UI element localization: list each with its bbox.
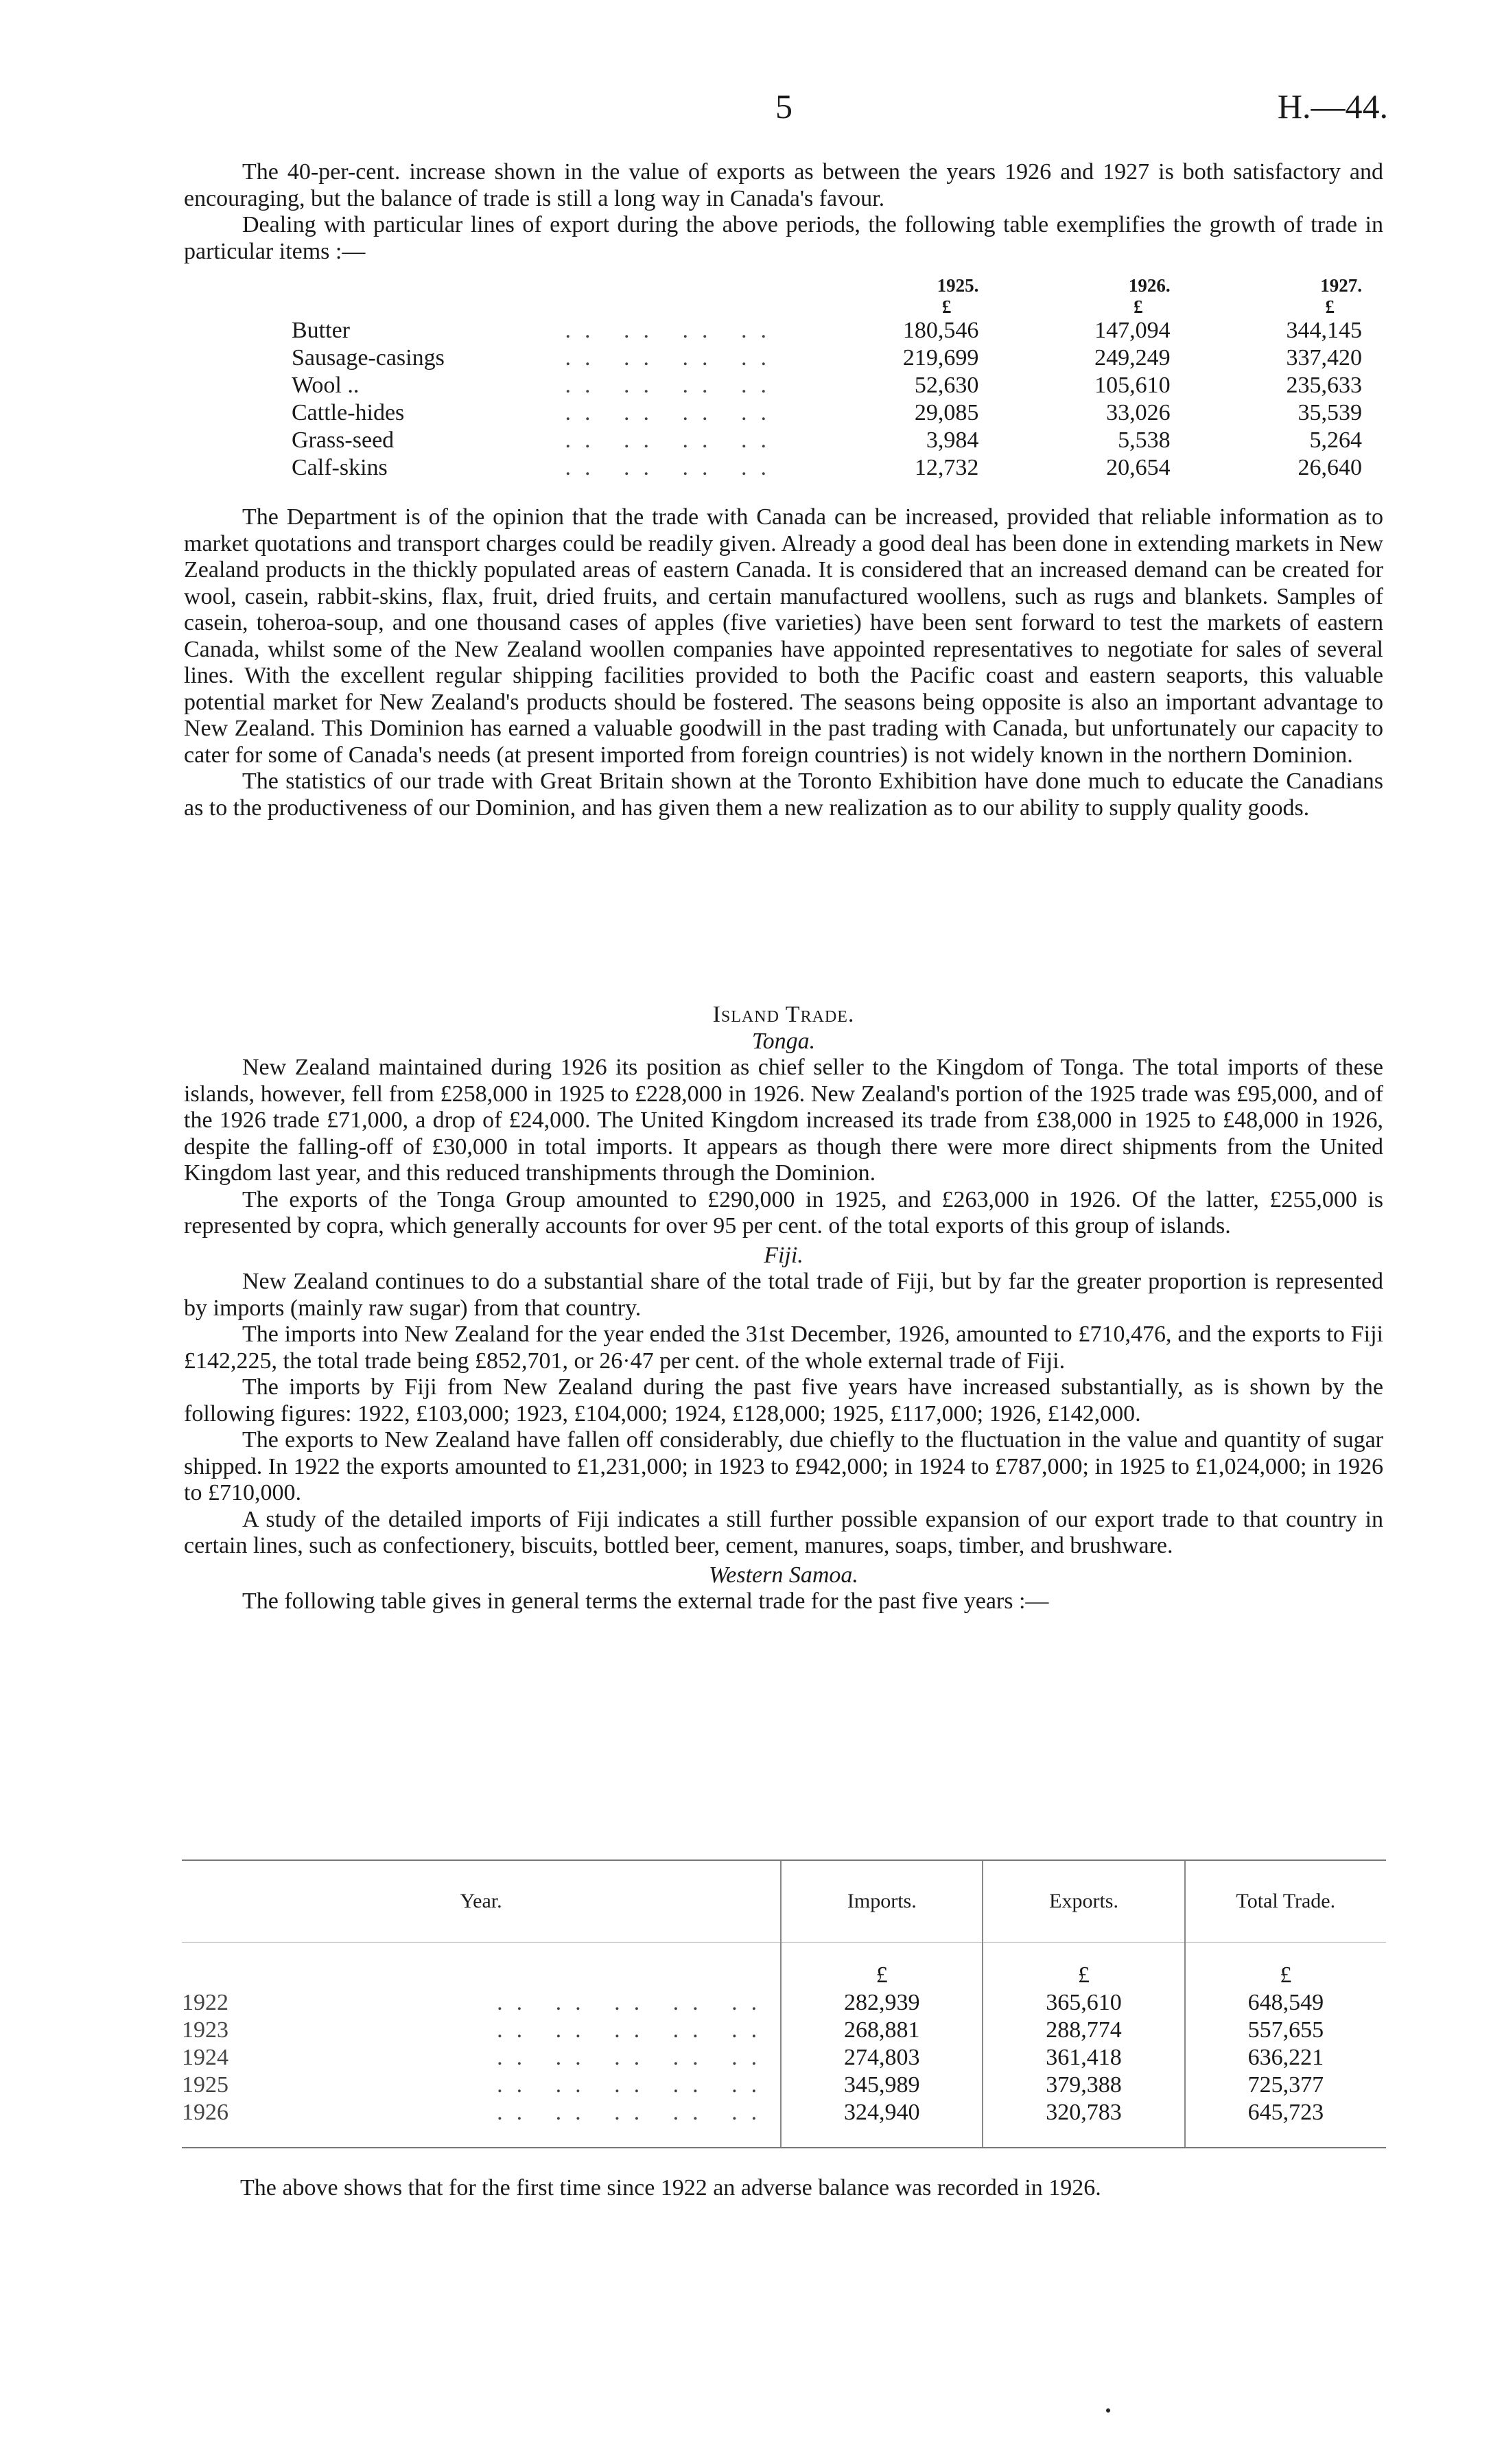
column-header: Imports.: [781, 1861, 983, 1943]
column-header: 1927.: [1320, 275, 1362, 296]
column-header: Year.: [182, 1861, 781, 1943]
currency-symbol: £: [941, 296, 952, 317]
table-row: Grass-seed .. .. .. .. 3,984 5,538 5,264: [292, 427, 1362, 453]
table-row: 1924 .. .. .. .. .. 274,803 361,418 636,221: [182, 2044, 1386, 2072]
ink-speck: [1106, 2408, 1110, 2413]
canada-text: [184, 504, 1383, 821]
table-row: 1922 .. .. .. .. .. 282,939 365,610 648,549: [182, 1989, 1386, 2017]
column-header: 1925.: [937, 275, 979, 296]
paragraph: The 40-per-cent. increase shown in the value of exports as between the years 1926 and 1927 is both satisfactory and encouraging, but the balance of trade is still a long way in Canada's favour.: [184, 159, 1383, 211]
column-header: Exports.: [983, 1861, 1184, 1943]
table-header-row: [182, 1861, 1386, 1943]
table-row: Calf-skins .. .. .. .. 12,732 20,654 26,640: [292, 455, 1362, 480]
page-number: 5: [775, 87, 793, 126]
paragraph: The exports to New Zealand have fallen off considerably, due chiefly to the fluctuation in the value and quantity of sugar shipped. In 1922 the exports amounted to £1,231,000; in 1923 to £942,000; in 1924 to £787,000; in 1925 to £1,024,000; in 1926 to £710,000.: [184, 1427, 1383, 1505]
paragraph: The statistics of our trade with Great Britain shown at the Toronto Exhibition have done much to educate the Canadians as to the productiveness of our Dominion, and has given them a new realization as to our ability to supply quality goods.: [184, 768, 1383, 821]
currency-row: [292, 296, 1362, 317]
paragraph: The imports by Fiji from New Zealand during the past five years have increased substantially, as is shown by the following figures: 1922, £103,000; 1923, £104,000; 1924, £128,000; 1925, £117,000; 1926, £142,000.: [184, 1374, 1383, 1427]
exports-table: [292, 274, 1362, 482]
table-header-row: [292, 274, 1362, 296]
table-row: Wool .. .. .. .. .. 52,630 105,610 235,633: [292, 373, 1362, 398]
table-bottom-rule: [182, 2147, 1386, 2148]
island-trade-section: [184, 1002, 1383, 1615]
table-row: 1923 .. .. .. .. .. 268,881 288,774 557,655: [182, 2017, 1386, 2044]
subsection-heading: Fiji.: [764, 1242, 803, 1268]
table-row: 1926 .. .. .. .. .. 324,940 320,783 645,723: [182, 2099, 1386, 2147]
paragraph: A study of the detailed imports of Fiji indicates a still further possible expansion of our export trade to that country in certain lines, such as confectionery, biscuits, bottled beer, cement, manures, soaps, timber, and brushware.: [184, 1506, 1383, 1558]
paragraph: The following table gives in general terms the external trade for the past five years :—: [242, 1588, 1049, 1614]
paragraph: The exports of the Tonga Group amounted to £290,000 in 1925, and £263,000 in 1926. Of the latter, £255,000 is represented by copra, which generally accounts for over 95 per cent. of the total exports of this group of islands.: [184, 1186, 1383, 1239]
subsection-heading: Western Samoa.: [709, 1562, 858, 1588]
paragraph: The Department is of the opinion that the trade with Canada can be increased, provided that reliable information as to market quotations and transport charges could be readily given. Already a good deal has been done in extending markets in New Zealand products in the thickly populated areas of eastern Canada. It is considered that an increased demand can be created for wool, casein, rabbit-skins, flax, fruit, dried fruits, and certain manufactured woollens, such as rugs and blankets. Samples of casein, toheroa-soup, and one thousand cases of apples (five varieties) have been sent forward to test the markets of eastern Canada, whilst some of the New Zealand woollen companies have appointed representatives to negotiate for sales of several lines. With the excellent regular shipping facilities provided to both the Pacific coast and eastern seaports, this valuable potential market for New Zealand's products should be fostered. The seasons being opposite is also an important advantage to New Zealand. This Dominion has earned a valuable goodwill in the past trading with Canada, but unfortunately our capacity to cater for some of Canada's needs (at present imported from foreign countries) is not widely known in the northern Dominion.: [184, 504, 1383, 768]
intro-text: [184, 159, 1383, 265]
paragraph: The imports into New Zealand for the year ended the 31st December, 1926, amounted to £710,476, and the exports to Fiji £142,225, the total trade being £852,701, or 26·47 per cent. of the whole external trade of Fiji.: [184, 1322, 1383, 1374]
subsection-heading: Tonga.: [751, 1028, 816, 1054]
paragraph: Dealing with particular lines of export during the above periods, the following table exemplifies the growth of trade in particular items :—: [184, 212, 1383, 264]
page-header: [0, 86, 1491, 134]
samoa-table: [182, 1861, 1386, 2147]
paragraph: New Zealand continues to do a substantial share of the total trade of Fiji, but by far the greater proportion is represented by imports (mainly raw sugar) from that country.: [184, 1269, 1383, 1321]
samoa-trade-table: [182, 1859, 1386, 2148]
document-reference: H.—44.: [1277, 87, 1388, 126]
column-header: Total Trade.: [1185, 1861, 1386, 1943]
currency-symbol: £: [983, 1943, 1184, 1990]
table-row: Sausage-casings .. .. .. .. 219,699 249,249 337,420: [292, 345, 1362, 371]
currency-symbol: £: [1134, 296, 1143, 317]
paragraph: New Zealand maintained during 1926 its position as chief seller to the Kingdom of Tonga. The total imports of these islands, however, fell from £258,000 in 1925 to £228,000 in 1926. New Zealand's portion of the 1925 trade was £95,000, and of the 1926 trade £71,000, a drop of £24,000. The United Kingdom increased its trade from £38,000 in 1925 to £48,000 in 1926, despite the falling-off of £30,000 in total imports. It appears as though there were more direct shipments from the United Kingdom last year, and this reduced transhipments through the Dominion.: [184, 1055, 1383, 1186]
table-row: 1925 .. .. .. .. .. 345,989 379,388 725,377: [182, 2072, 1386, 2099]
section-heading: Island Trade.: [712, 1002, 855, 1027]
currency-row: [182, 1943, 1386, 1990]
currency-symbol: £: [1185, 1943, 1386, 1990]
currency-symbol: £: [781, 1943, 983, 1990]
closing-paragraph: The above shows that for the first time since 1922 an adverse balance was recorded in 1926.: [240, 2175, 1101, 2201]
currency-symbol: £: [1325, 296, 1335, 317]
table-row: Cattle-hides .. .. .. .. 29,085 33,026 35,539: [292, 400, 1362, 425]
column-header: 1926.: [1128, 275, 1171, 296]
table-row: Butter .. .. .. .. 180,546 147,094 344,145: [292, 318, 1362, 343]
